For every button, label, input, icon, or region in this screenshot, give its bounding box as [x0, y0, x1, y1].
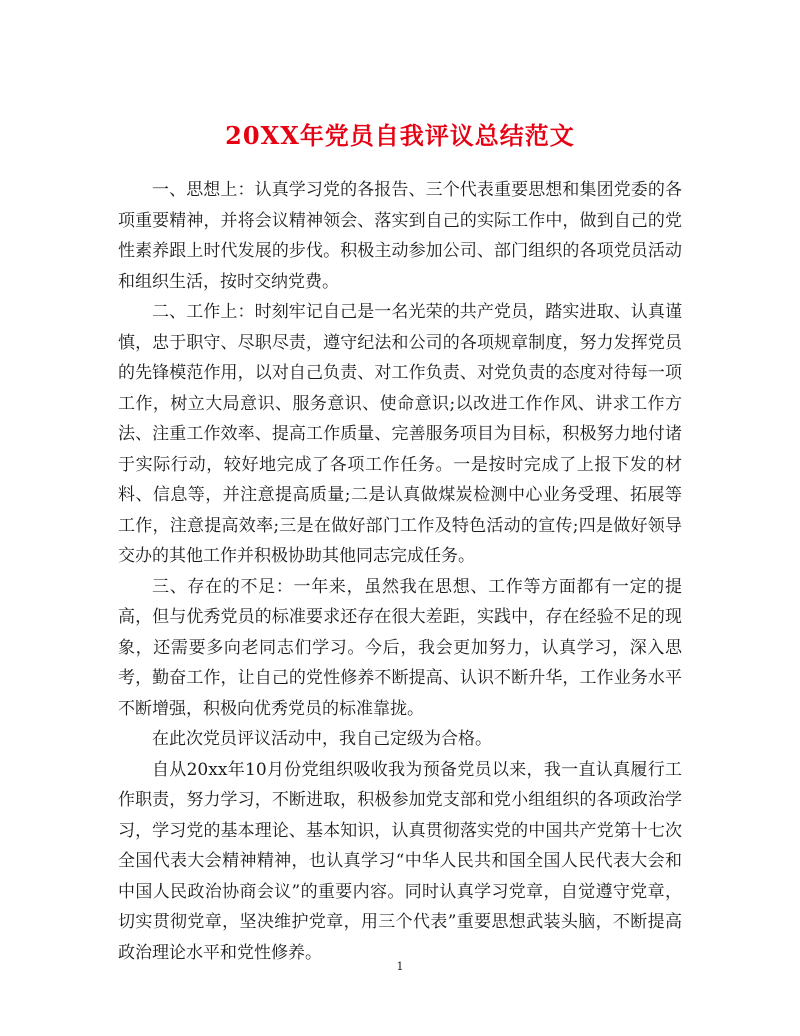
paragraph-rating: 在此次党员评议活动中，我自己定级为合格。: [152, 729, 492, 749]
paragraph-thought: 一、思想上：认真学习党的各报告、三个代表重要思想和集团党委的各项重要精神，并将会议精神领会、落实到自己的实际工作中，做到自己的党性素养跟上时代发展的步伐。积极主动参加公司、部门组织的各项党员活动和组织生活，按时交纳党费。: [118, 180, 682, 292]
document-title: 20XX年党员自我评议总结范文: [225, 121, 575, 151]
paragraph-probationary: 自从20xx年10月份党组织吸收我为预备党员以来，我一直认真履行工作职责，努力学习，不断进取，积极参加党支部和党小组组织的各项政治学习，学习党的基本理论、基本知识，认真贯彻落实党的中国共产党第十七次全国代表大会精神精神，也认真学习“中华人民共和国全国人民代表大会和中国人民政治协商会议”的重要内容。同时认真学习党章，自觉遵守党章，切实贯彻党章，坚决维护党章，用三个代表”重要思想武装头脑，不断提高政治理论水平和党性修养。: [118, 759, 682, 963]
paragraph-work: 二、工作上：时刻牢记自己是一名光荣的共产党员，踏实进取、认真谨慎，忠于职守、尽职尽责，遵守纪法和公司的各项规章制度，努力发挥党员的先锋模范作用，以对自己负责、对工作负责、对党负责的态度对待每一项工作，树立大局意识、服务意识、使命意识;以改进工作作风、讲求工作方法、注重工作效率、提高工作质量、完善服务项目为目标，积极努力地付诸于实际行动，较好地完成了各项工作任务。一是按时完成了上报下发的材料、信息等，并注意提高质量;二是认真做煤炭检测中心业务受理、拓展等工作，注意提高效率;三是在做好部门工作及特色活动的宣传;四是做好领导交办的其他工作并积极协助其他同志完成任务。: [118, 302, 682, 566]
paragraph-shortcomings: 三、存在的不足：一年来，虽然我在思想、工作等方面都有一定的提高，但与优秀党员的标准要求还存在很大差距，实践中，存在经验不足的现象，还需要多向老同志们学习。今后，我会更加努力，认真学习，深入思考，勤奋工作，让自己的党性修养不断提高、认识不断升华，工作业务水平不断增强，积极向优秀党员的标准靠拢。: [118, 576, 682, 719]
page-number: 1: [396, 960, 404, 973]
document-body: [118, 175, 682, 968]
